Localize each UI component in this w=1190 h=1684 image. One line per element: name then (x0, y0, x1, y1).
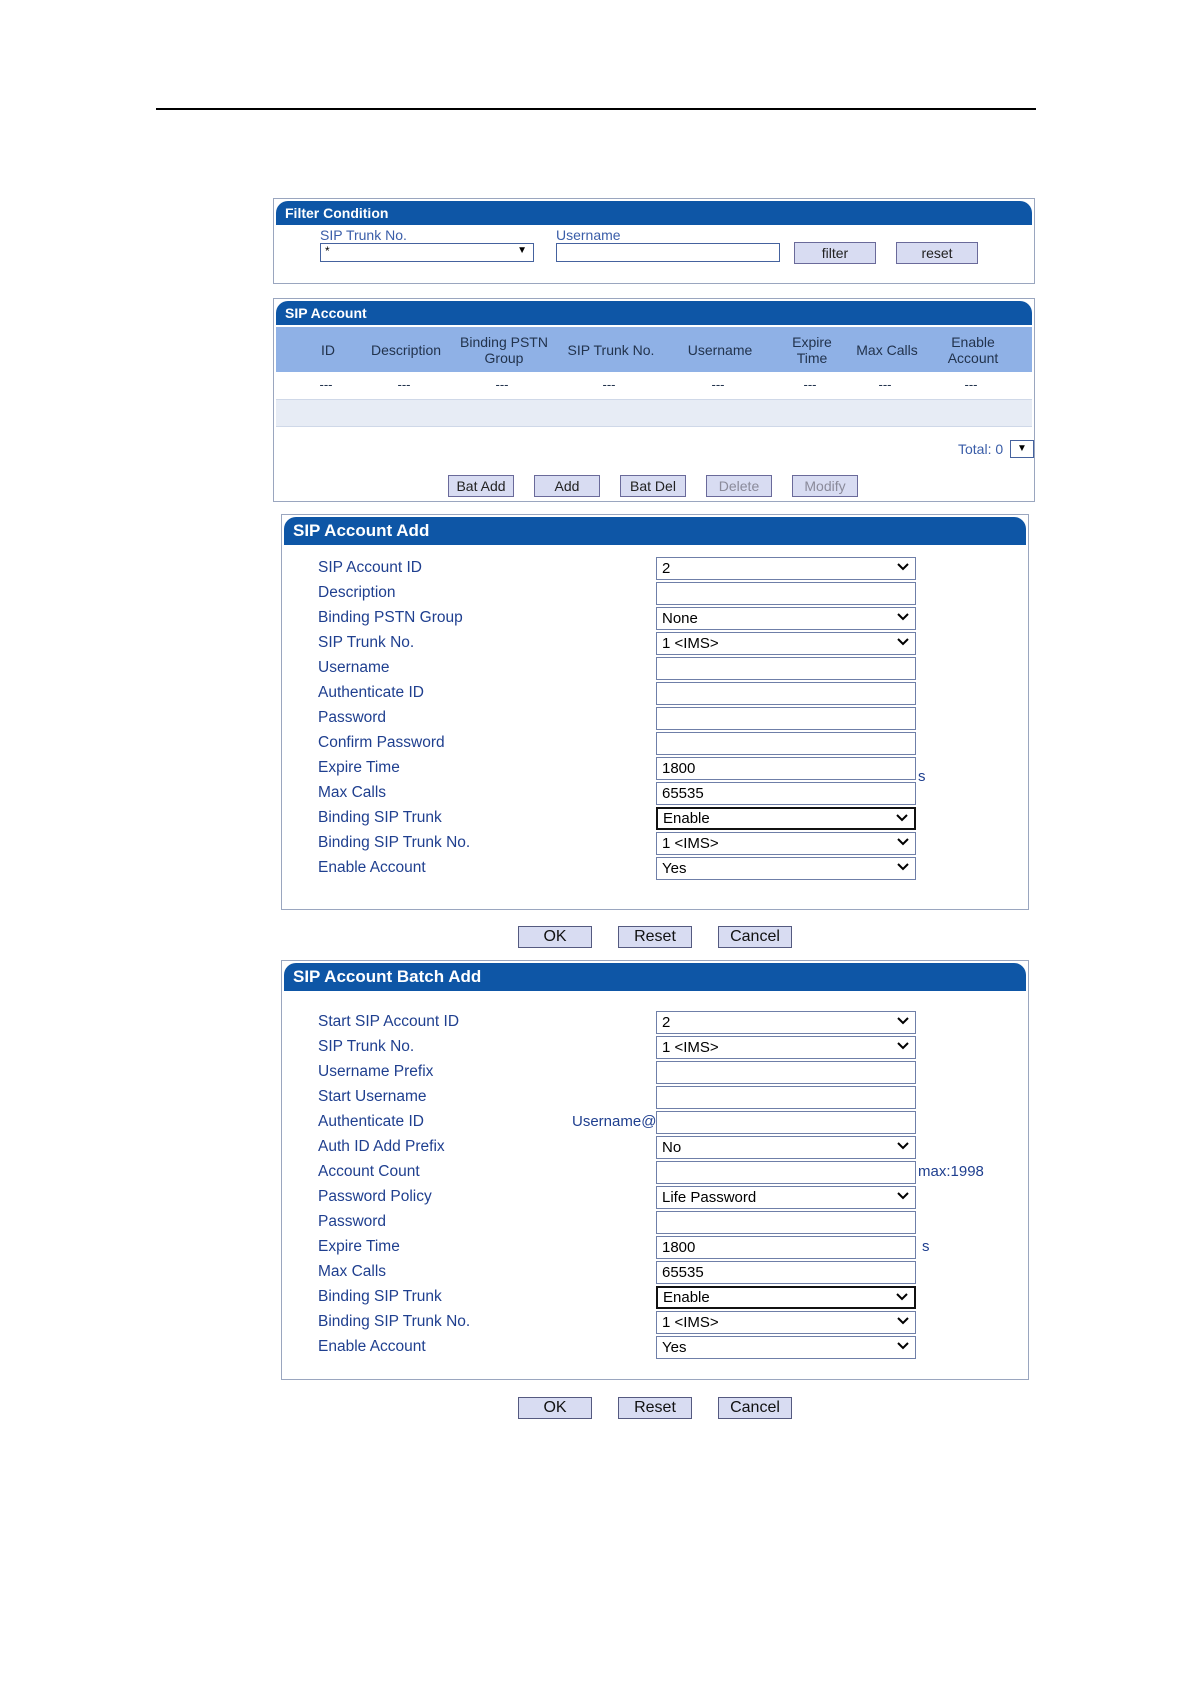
chevron-down-icon (897, 1192, 909, 1200)
chevron-down-icon (896, 814, 908, 822)
page-top-rule (156, 108, 1036, 110)
empty-table-row (276, 399, 1032, 427)
filter-button[interactable]: filter (794, 242, 876, 264)
sip-trunk-no-label: SIP Trunk No. (318, 1038, 415, 1055)
sip-trunk-no-value: 1 <IMS> (662, 635, 719, 652)
batch-reset-button[interactable]: Reset (618, 1397, 692, 1419)
description-label: Description (318, 584, 396, 601)
max-calls-input[interactable] (656, 782, 916, 805)
page-size-select[interactable] (1010, 440, 1034, 458)
col-description: Description (370, 341, 442, 358)
binding-sip-trunk-no-label: Binding SIP Trunk No. (318, 1313, 471, 1330)
col-binding-pstn-group: Binding PSTN Group (460, 333, 548, 366)
authenticate-id-input[interactable] (656, 1111, 916, 1134)
chevron-down-icon (897, 613, 909, 621)
binding-sip-trunk-no-value: 1 <IMS> (662, 1314, 719, 1331)
binding-sip-trunk-no-select[interactable] (656, 1311, 916, 1334)
password-policy-label: Password Policy (318, 1188, 432, 1205)
filter-panel-title: Filter Condition (276, 201, 1032, 225)
start-sip-account-id-select[interactable] (656, 1011, 916, 1034)
max-calls-value: 65535 (662, 785, 704, 802)
batch-ok-button[interactable]: OK (518, 1397, 592, 1419)
delete-button[interactable]: Delete (706, 475, 772, 497)
sip-account-title: SIP Account (276, 301, 1032, 325)
max-calls-label: Max Calls (318, 1263, 387, 1280)
password-input[interactable] (656, 707, 916, 730)
password-label: Password (318, 1213, 387, 1230)
auth-id-add-prefix-label: Auth ID Add Prefix (318, 1138, 445, 1155)
binding-sip-trunk-no-label: Binding SIP Trunk No. (318, 834, 471, 851)
expire-time-label: Expire Time (318, 759, 400, 776)
sip-account-add-panel (281, 514, 1029, 910)
auth-id-prefix-label: Username@ (572, 1113, 657, 1130)
enable-account-value: Yes (662, 1339, 687, 1356)
filter-trunk-value: * (325, 244, 330, 258)
sip-account-add-title: SIP Account Add (284, 517, 1026, 545)
cell-max-calls: --- (878, 377, 892, 392)
username-prefix-label: Username Prefix (318, 1063, 434, 1080)
username-prefix-input[interactable] (656, 1061, 916, 1084)
sip-account-batch-add-panel (281, 960, 1029, 1380)
col-max-calls: Max Calls (856, 341, 918, 358)
binding-sip-trunk-label: Binding SIP Trunk (318, 809, 442, 826)
start-sip-account-id-label: Start SIP Account ID (318, 1013, 460, 1030)
binding-sip-trunk-select[interactable] (656, 807, 916, 830)
confirm-password-input[interactable] (656, 732, 916, 755)
start-sip-account-id-value: 2 (662, 1014, 671, 1031)
dropdown-arrow-icon: ▼ (1017, 443, 1027, 454)
username-input[interactable] (656, 657, 916, 680)
chevron-down-icon (896, 1293, 908, 1301)
account-count-input[interactable] (656, 1161, 916, 1184)
expire-time-input[interactable] (656, 757, 916, 780)
add-cancel-button[interactable]: Cancel (718, 926, 792, 948)
auth-id-add-prefix-value: No (662, 1139, 682, 1156)
start-username-input[interactable] (656, 1086, 916, 1109)
enable-account-select[interactable] (656, 1336, 916, 1359)
cell-enable-account: --- (964, 377, 978, 392)
enable-account-label: Enable Account (318, 1338, 426, 1355)
cell-expire-time: --- (803, 377, 817, 392)
col-username: Username (687, 341, 753, 358)
filter-panel (273, 198, 1035, 284)
cell-id: --- (319, 377, 333, 392)
filter-trunk-select[interactable] (320, 243, 534, 262)
bat-del-button[interactable]: Bat Del (620, 475, 686, 497)
batch-expire-time-unit: s (922, 1238, 930, 1255)
binding-sip-trunk-value: Enable (663, 1289, 710, 1306)
max-calls-value: 65535 (662, 1264, 704, 1281)
expire-time-input[interactable] (656, 1236, 916, 1259)
account-count-label: Account Count (318, 1163, 420, 1180)
total-count: Total: 0 (958, 441, 1004, 457)
sip-account-id-select[interactable] (656, 557, 916, 580)
reset-filter-button[interactable]: reset (896, 242, 978, 264)
sip-account-id-label: SIP Account ID (318, 559, 422, 576)
binding-sip-trunk-no-select[interactable] (656, 832, 916, 855)
expire-time-value: 1800 (662, 1239, 696, 1256)
start-username-label: Start Username (318, 1088, 427, 1105)
add-ok-button[interactable]: OK (518, 926, 592, 948)
chevron-down-icon (897, 1317, 909, 1325)
enable-account-value: Yes (662, 860, 687, 877)
sip-account-panel (273, 298, 1035, 502)
cell-sip-trunk-no: --- (602, 377, 616, 392)
authenticate-id-label: Authenticate ID (318, 684, 424, 701)
sip-account-batch-add-title: SIP Account Batch Add (284, 963, 1026, 991)
filter-username-label: Username (556, 227, 621, 243)
cell-description: --- (397, 377, 411, 392)
chevron-down-icon (897, 863, 909, 871)
filter-username-input[interactable] (556, 243, 780, 262)
expire-time-value: 1800 (662, 760, 696, 777)
chevron-down-icon (897, 1042, 909, 1050)
enable-account-select[interactable] (656, 857, 916, 880)
binding-sip-trunk-no-value: 1 <IMS> (662, 835, 719, 852)
modify-button[interactable]: Modify (792, 475, 858, 497)
confirm-password-label: Confirm Password (318, 734, 445, 751)
add-reset-button[interactable]: Reset (618, 926, 692, 948)
password-label: Password (318, 709, 387, 726)
sip-trunk-no-select[interactable] (656, 1036, 916, 1059)
password-input[interactable] (656, 1211, 916, 1234)
username-label: Username (318, 659, 390, 676)
chevron-down-icon (897, 563, 909, 571)
col-expire-time: Expire Time (792, 333, 832, 366)
expire-time-unit: s (918, 768, 926, 785)
binding-sip-trunk-select[interactable] (656, 1286, 916, 1309)
binding-pstn-group-value: None (662, 610, 698, 627)
chevron-down-icon (897, 1342, 909, 1350)
sip-trunk-no-label: SIP Trunk No. (318, 634, 415, 651)
col-id: ID (321, 341, 335, 358)
chevron-down-icon (897, 838, 909, 846)
binding-pstn-group-select[interactable] (656, 607, 916, 630)
cell-username: --- (711, 377, 725, 392)
filter-trunk-label: SIP Trunk No. (320, 227, 407, 243)
add-button[interactable]: Add (534, 475, 600, 497)
enable-account-label: Enable Account (318, 859, 426, 876)
cell-binding-pstn-group: --- (495, 377, 509, 392)
binding-sip-trunk-value: Enable (663, 810, 710, 827)
password-policy-value: Life Password (662, 1189, 757, 1206)
table-header (276, 327, 1032, 372)
authenticate-id-label: Authenticate ID (318, 1113, 424, 1130)
chevron-down-icon (897, 1142, 909, 1150)
bat-add-button[interactable]: Bat Add (448, 475, 514, 497)
binding-pstn-group-label: Binding PSTN Group (318, 609, 463, 626)
expire-time-label: Expire Time (318, 1238, 400, 1255)
sip-account-id-value: 2 (662, 560, 671, 577)
col-enable-account: Enable Account (947, 333, 999, 366)
auth-id-add-prefix-select[interactable] (656, 1136, 916, 1159)
sip-trunk-no-value: 1 <IMS> (662, 1039, 719, 1056)
chevron-down-icon (897, 638, 909, 646)
password-policy-select[interactable] (656, 1186, 916, 1209)
chevron-down-icon (897, 1017, 909, 1025)
account-count-max: max:1998 (918, 1163, 984, 1180)
authenticate-id-input[interactable] (656, 682, 916, 705)
max-calls-input[interactable] (656, 1261, 916, 1284)
max-calls-label: Max Calls (318, 784, 387, 801)
col-sip-trunk-no: SIP Trunk No. (567, 341, 655, 358)
batch-cancel-button[interactable]: Cancel (718, 1397, 792, 1419)
sip-trunk-no-select[interactable] (656, 632, 916, 655)
binding-sip-trunk-label: Binding SIP Trunk (318, 1288, 442, 1305)
description-input[interactable] (656, 582, 916, 605)
dropdown-arrow-icon: ▼ (517, 245, 527, 256)
